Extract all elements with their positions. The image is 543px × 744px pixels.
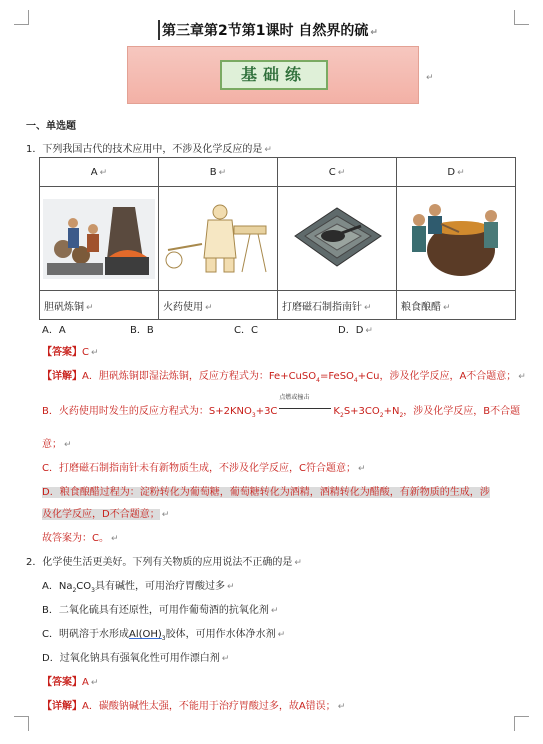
question-1-conclusion: 故答案为：C。 ↵ (42, 533, 119, 544)
table-cell-d: 粮食酿醋 ↵ (397, 291, 516, 320)
page-title: 第三章第2节第1课时 自然界的硫 ↵ (158, 20, 378, 40)
margin-corner-top-left (14, 10, 29, 25)
margin-corner-top-right (514, 10, 529, 25)
choice-c: C．C (234, 325, 258, 336)
reaction-arrow-line (279, 408, 331, 409)
question-1-detail-b: B．火药使用时发生的反应方程式为：$S+2KNO_3+3C$ 点燃或撞击 $K_2S+3CO_2+N_2$，涉及化学反应，B不合题 (42, 394, 521, 419)
table-cell-b: 火药使用 ↵ (159, 291, 278, 320)
table-header-d: D ↵ (397, 158, 516, 187)
compass-spoon-illustration (278, 187, 397, 291)
choice-b: B．B (130, 325, 154, 336)
section-banner (127, 46, 419, 104)
question-2-stem: 2．化学使生活更美好。下列有关物质的应用说法不正确的是 ↵ (26, 557, 302, 568)
question-1-answer: 【答案】C ↵ (42, 347, 99, 358)
choice-d: D．D (338, 325, 364, 336)
paragraph-mark-icon: ↵ (426, 73, 434, 83)
question-2-option-d: D．过氧化钠具有强氧化性可用作漂白剂 ↵ (42, 653, 230, 664)
banner-label: 基础练 (220, 60, 328, 90)
table-cell-a: 胆矾炼铜 ↵ (40, 291, 159, 320)
question-1-stem: 1．下列我国古代的技术应用中，不涉及化学反应的是 ↵ (26, 144, 272, 155)
question-2-detail-a: 【详解】A．碳酸钠碱性太强，不能用于治疗胃酸过多，故A错误； ↵ (42, 701, 346, 712)
table-header-c: C ↵ (278, 158, 397, 187)
question-1-detail-a: 【详解】A．胆矾炼铜即湿法炼铜，反应方程式为：Fe+CuSO$_4$=FeSO$_4$+Cu，涉及化学反应，A不合题意； ↵ (42, 371, 526, 384)
margin-corner-bottom-left (14, 716, 29, 731)
gunpowder-cannon-illustration (159, 187, 278, 291)
table-cell-c: 打磨磁石制指南针 ↵ (278, 291, 397, 320)
question-2-answer: 【答案】A ↵ (42, 677, 99, 688)
paragraph-mark-icon: ↵ (370, 28, 378, 38)
question-1-choices: A．A B．B C．C D．D ↵ (42, 321, 373, 336)
question-2-option-a: A．$Na_2CO_3$具有碱性，可用治疗胃酸过多 ↵ (42, 581, 235, 594)
section-heading: 一、单选题 (26, 121, 76, 132)
margin-corner-bottom-right (514, 716, 529, 731)
choice-a: A．A (42, 325, 66, 336)
table-header-a: A ↵ (40, 158, 159, 187)
vinegar-brewing-illustration (397, 187, 516, 291)
question-2-option-c: C．明矾溶于水形成$Al(OH)_3$胶体，可用作水体净水剂 ↵ (42, 629, 286, 642)
question-1-detail-c: C．打磨磁石制指南针未有新物质生成，不涉及化学反应，C符合题意； ↵ (42, 463, 366, 474)
copper-smelting-illustration (40, 187, 159, 291)
reaction-condition: 点燃或撞击 (279, 394, 310, 401)
table-header-b: B ↵ (159, 158, 278, 187)
question-2-option-b: B．二氧化硫具有还原性，可用作葡萄酒的抗氧化剂 ↵ (42, 605, 279, 616)
question-1-detail-b-cont: 意； ↵ (42, 439, 72, 450)
question-1-detail-d-cont: 及化学反应，D不合题意； ↵ (42, 509, 170, 520)
question-1-detail-d: D．粮食酿醋过程为：淀粉转化为葡萄糖，葡萄糖转化为酒精，酒精转化为醋酸，有新物质的生成，涉 (42, 487, 490, 498)
question-1-table (39, 157, 516, 320)
